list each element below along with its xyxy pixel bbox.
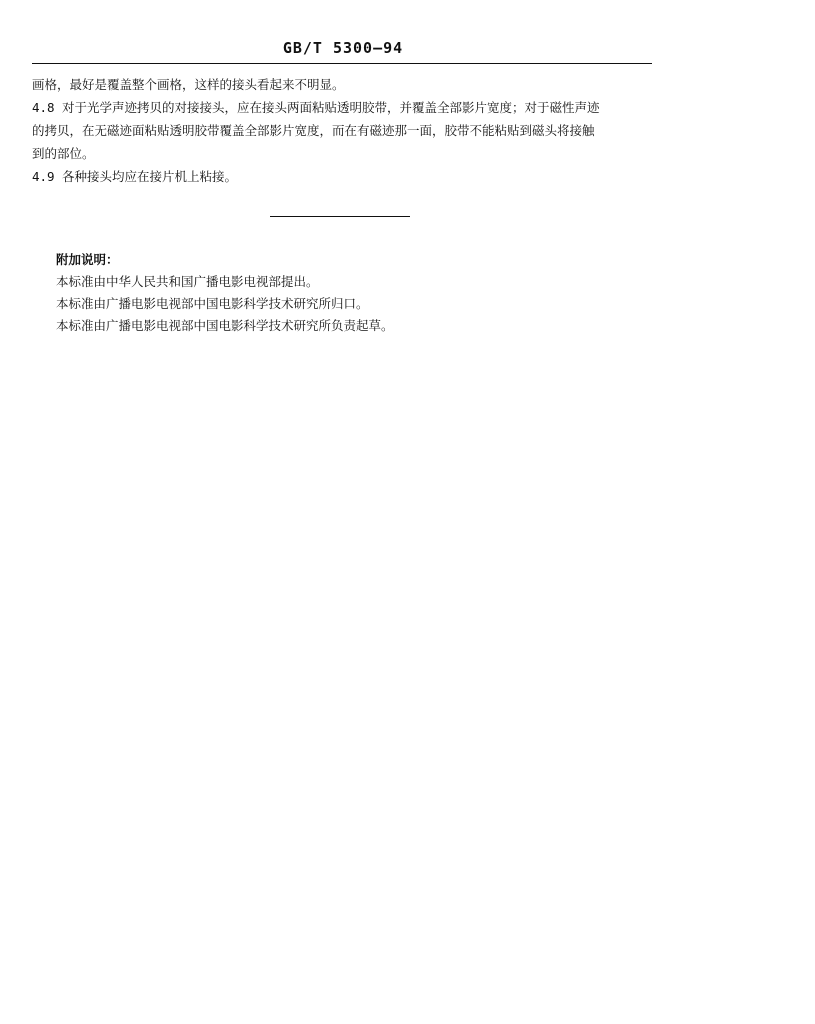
section-4-8-line-2: 的拷贝，在无磁迹面粘贴透明胶带覆盖全部影片宽度，而在有磁迹那一面，胶带不能粘贴到磁头将接触 (32, 123, 595, 138)
continuation-line: 画格，最好是覆盖整个画格，这样的接头看起来不明显。 (32, 77, 345, 92)
header-rule (32, 63, 652, 64)
section-4-9-text: 各种接头均应在接片机上粘接。 (62, 169, 238, 184)
notes-item: 本标准由中华人民共和国广播电影电视部提出。 (56, 274, 319, 289)
section-4-8-text-1: 对于光学声迹拷贝的对接接头，应在接头两面粘贴透明胶带，并覆盖全部影片宽度；对于磁性声迹 (62, 100, 600, 115)
end-separator (270, 216, 410, 217)
notes-item: 本标准由广播电影电视部中国电影科学技术研究所归口。 (56, 296, 369, 311)
section-4-9-line (32, 169, 237, 185)
section-4-8-line-1 (32, 100, 600, 116)
notes-item: 本标准由广播电影电视部中国电影科学技术研究所负责起草。 (56, 318, 394, 333)
section-number: 4.9 (32, 169, 55, 184)
section-number: 4.8 (32, 100, 55, 115)
notes-title: 附加说明： (56, 252, 119, 267)
section-4-8-line-3: 到的部位。 (32, 146, 95, 161)
standard-code: GB/T 5300—94 (282, 39, 404, 57)
